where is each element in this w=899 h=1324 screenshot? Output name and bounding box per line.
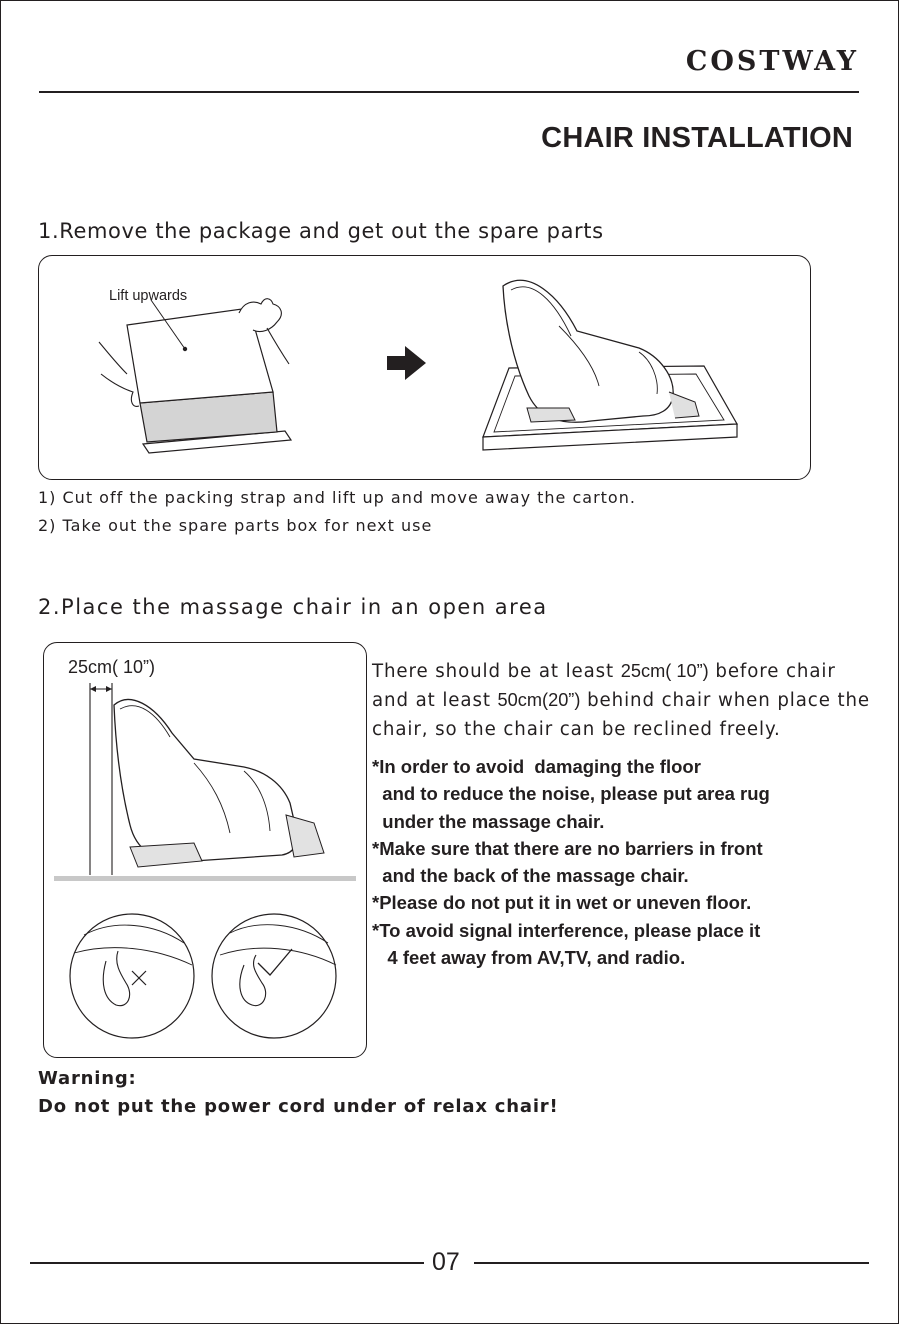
header-rule bbox=[39, 91, 859, 93]
left-hand-icon bbox=[101, 374, 139, 406]
brand-logo: COSTWAY bbox=[685, 46, 859, 77]
arrow-right-icon bbox=[387, 346, 426, 380]
unpacking-illustration-frame bbox=[38, 255, 811, 480]
section-1-heading: 1.Remove the package and get out the spare parts bbox=[38, 219, 604, 243]
note-line: under the massage chair. bbox=[372, 810, 605, 832]
distance-label: 25cm( 10”) bbox=[68, 657, 156, 677]
placement-illustration-frame bbox=[43, 642, 367, 1058]
page-title: CHAIR INSTALLATION bbox=[541, 122, 853, 154]
footer-rule-left bbox=[30, 1262, 424, 1264]
note-line: and the back of the massage chair. bbox=[372, 865, 689, 887]
left-arm-icon bbox=[99, 342, 127, 374]
warning-text: Do not put the power cord under of relax chair! bbox=[38, 1096, 559, 1117]
section-2-heading: 2.Place the massage chair in an open area bbox=[38, 595, 548, 619]
placement-instructions: There should be at least 25cm( 10”) before chair and at least 50cm(20”) behind chair when place the chair, so the chair can be reclined freely. bbox=[372, 661, 871, 740]
note-line: *Please do not put it in wet or uneven floor. bbox=[372, 892, 752, 914]
floor bbox=[54, 876, 356, 881]
step-1-text: 1) Cut off the packing strap and lift up and move away the carton. bbox=[38, 488, 636, 507]
note-line: *In order to avoid damaging the floor bbox=[372, 756, 701, 777]
lift-upwards-label: Lift upwards bbox=[109, 288, 188, 304]
footer-rule-right bbox=[474, 1262, 869, 1264]
note-line: and to reduce the noise, please put area rug bbox=[372, 783, 770, 805]
note-line: *Make sure that there are no barriers in front bbox=[372, 837, 763, 859]
massage-chair-side bbox=[114, 700, 297, 862]
note-line: *To avoid signal interference, please place it bbox=[372, 919, 761, 941]
note-line: 4 feet away from AV,TV, and radio. bbox=[372, 947, 686, 969]
placement-illustration bbox=[44, 643, 366, 1057]
step-2-text: 2) Take out the spare parts box for next use bbox=[38, 516, 433, 535]
placement-notes bbox=[372, 753, 872, 971]
page-number: 07 bbox=[432, 1248, 460, 1276]
unpacking-illustration bbox=[39, 256, 810, 479]
warning-label: Warning: bbox=[38, 1068, 137, 1089]
